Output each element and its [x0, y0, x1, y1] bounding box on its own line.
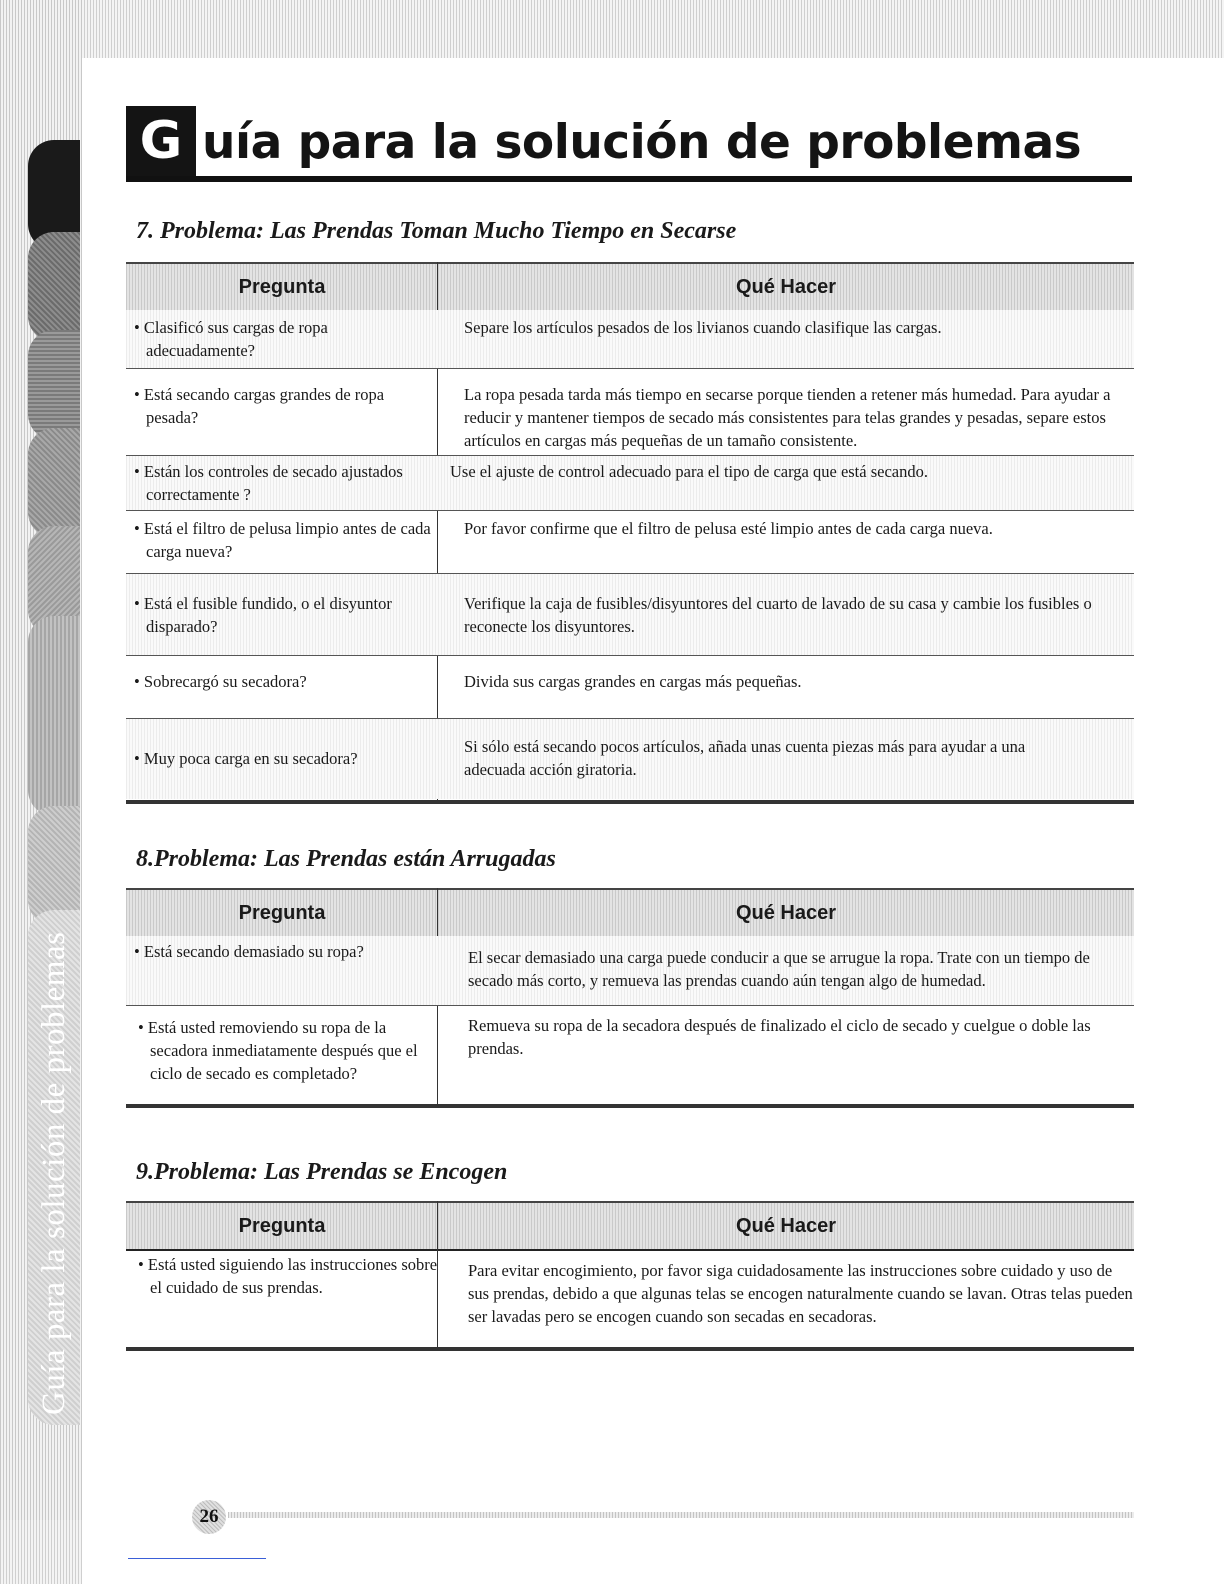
- page-number: 26: [192, 1500, 226, 1534]
- question-text: • Está el fusible fundido, o el disyuntor disparado?: [134, 594, 392, 636]
- page-title: uía para la solución de problemas: [202, 115, 1082, 170]
- question-text: • Muy poca carga en su secadora?: [134, 749, 358, 768]
- troubleshooting-table-9: [126, 1201, 1134, 1357]
- section-title-9: 9.Problema: Las Prendas se Encogen: [136, 1159, 508, 1185]
- table-bottom-rule: [126, 1104, 1134, 1108]
- table-row: [126, 656, 1134, 719]
- answer-text: El secar demasiado una carga puede conducir a que se arrugue la ropa. Trate con un tiempo de secado más corto, y remueva las prendas cuando aún tengan algo de humedad.: [468, 948, 1090, 990]
- halftone-frame-top: [0, 0, 1224, 58]
- column-header-answer: Qué Hacer: [735, 1215, 837, 1237]
- column-header-question: Pregunta: [238, 902, 326, 924]
- table-bottom-rule: [126, 1347, 1134, 1351]
- table-row: [126, 936, 1134, 1006]
- section-title-7: 7. Problema: Las Prendas Toman Mucho Tiempo en Secarse: [136, 218, 737, 244]
- question-text: • Está usted siguiendo las instrucciones sobre el cuidado de sus prendas.: [138, 1255, 438, 1297]
- question-text: • Clasificó sus cargas de ropa adecuadamente?: [134, 318, 328, 360]
- answer-text: Si sólo está secando pocos artículos, añada unas cuenta piezas más para ayudar a una adecuada acción giratoria.: [464, 737, 1026, 779]
- question-text: • Está secando cargas grandes de ropa pesada?: [134, 385, 385, 427]
- table-header: [126, 1201, 1134, 1251]
- answer-text: Verifique la caja de fusibles/disyuntores del cuarto de lavado de su casa y cambie los fusibles o reconecte los disyuntores.: [464, 594, 1092, 636]
- section-title-8: 8.Problema: Las Prendas están Arrugadas: [136, 846, 556, 872]
- question-text: • Sobrecargó su secadora?: [134, 672, 307, 691]
- answer-text: Divida sus cargas grandes en cargas más pequeñas.: [464, 672, 802, 691]
- troubleshooting-table-7: [126, 262, 1134, 804]
- header-initial-letter: G: [126, 106, 196, 176]
- table-row: [126, 719, 1134, 799]
- troubleshooting-table-8: [126, 888, 1134, 1108]
- answer-text: La ropa pesada tarda más tiempo en secarse porque tienden a retener más humedad. Para ayudar a reducir y mantener tiempos de secado más consistentes para telas grandes y pesadas, separe estos artículos en cargas más pequeñas de un tamaño consistente.: [464, 385, 1111, 450]
- footer-blue-line: [128, 1558, 266, 1559]
- footer-rule: [228, 1512, 1134, 1518]
- question-text: • Está usted removiendo su ropa de la secadora inmediatamente después que el ciclo de secado es completado?: [138, 1018, 418, 1083]
- side-tab-2[interactable]: [28, 232, 80, 342]
- table-bottom-rule: [126, 800, 1134, 804]
- side-tab-3[interactable]: [28, 330, 80, 440]
- column-header-question: Pregunta: [238, 1215, 326, 1237]
- side-tab-4[interactable]: [28, 428, 80, 538]
- table-row: [126, 511, 1134, 574]
- table-header: [126, 888, 1134, 938]
- side-tab-label: Guía para la solución de problemas: [36, 931, 72, 1415]
- table-row: [126, 310, 1134, 369]
- table-row: [126, 1006, 1134, 1102]
- answer-text: Use el ajuste de control adecuado para el tipo de carga que está secando.: [450, 462, 928, 481]
- column-header-answer: Qué Hacer: [735, 902, 837, 924]
- question-text: • Está el filtro de pelusa limpio antes de cada carga nueva?: [134, 519, 431, 561]
- table-row: [126, 369, 1134, 456]
- question-text: • Están los controles de secado ajustados correctamente ?: [134, 462, 403, 504]
- side-tab-7[interactable]: [28, 806, 80, 926]
- answer-text: Remueva su ropa de la secadora después de finalizado el ciclo de secado y cuelgue o doble las prendas.: [468, 1016, 1091, 1058]
- answer-text: Separe los artículos pesados de los livianos cuando clasifique las cargas.: [464, 318, 942, 337]
- table-row: [126, 456, 1134, 511]
- table-header: [126, 262, 1134, 312]
- table-row: [126, 574, 1134, 656]
- table-row: [126, 1249, 1134, 1347]
- side-tab-6[interactable]: [28, 616, 80, 816]
- column-header-question: Pregunta: [238, 276, 326, 298]
- page-header: [126, 106, 1132, 182]
- question-text: • Está secando demasiado su ropa?: [134, 942, 364, 961]
- column-header-answer: Qué Hacer: [735, 276, 837, 298]
- answer-text: Para evitar encogimiento, por favor siga cuidadosamente las instrucciones sobre cuidado y uso de sus prendas, debido a que algunas telas se encogen naturalmente cuando se lavan. Otras telas pueden ser lavadas pero se encogen cuando son secadas en secadoras.: [468, 1261, 1133, 1326]
- answer-text: Por favor confirme que el filtro de pelusa esté limpio antes de cada carga nueva.: [464, 519, 993, 538]
